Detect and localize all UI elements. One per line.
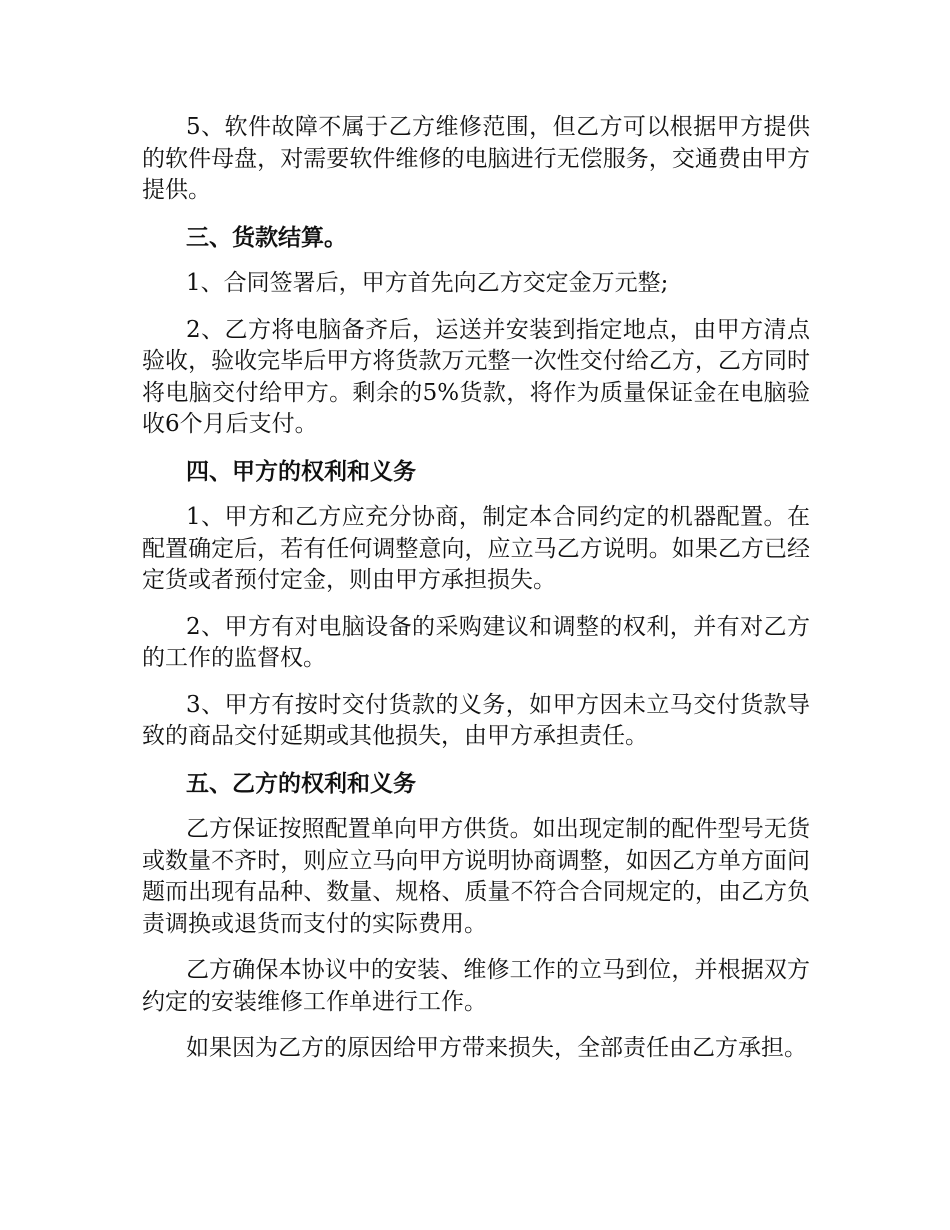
paragraph-supply-guarantee: 乙方保证按照配置单向甲方供货。如出现定制的配件型号无货或数量不齐时，则应立马向甲方说明协商调整，如因乙方单方面问题而出现有品种、数量、规格、质量不符合合同规定的，由乙方负责调换或退货而支付的实际费用。	[142, 816, 810, 937]
section-heading-party-a-rights: 四、甲方的权利和义务	[186, 457, 416, 485]
paragraph-delivery-acceptance: 2、乙方将电脑备齐后，运送并安装到指定地点，由甲方清点验收，验收完毕后甲方将货款万元整一次性交付给乙方，乙方同时将电脑交付给甲方。剩余的5%货款，将作为质量保证金在电脑验收6个月后支付。	[142, 316, 810, 437]
paragraph-installation: 乙方确保本协议中的安装、维修工作的立马到位，并根据双方约定的安装维修工作单进行工作。	[142, 957, 810, 1015]
section-heading-party-b-rights: 五、乙方的权利和义务	[186, 769, 416, 797]
paragraph-payment-obligation: 3、甲方有按时交付货款的义务，如甲方因未立马交付货款导致的商品交付延期或其他损失，由甲方承担责任。	[142, 691, 810, 749]
paragraph-supervision: 2、甲方有对电脑设备的采购建议和调整的权利，并有对乙方的工作的监督权。	[142, 613, 810, 671]
document-body	[142, 112, 810, 1080]
paragraph-configuration: 1、甲方和乙方应充分协商，制定本合同约定的机器配置。在配置确定后，若有任何调整意向，应立马乙方说明。如果乙方已经定货或者预付定金，则由甲方承担损失。	[142, 504, 810, 593]
paragraph-deposit: 1、合同签署后，甲方首先向乙方交定金万元整;	[186, 270, 669, 296]
section-heading-payment: 三、货款结算。	[186, 223, 347, 251]
paragraph-software-fault: 5、软件故障不属于乙方维修范围，但乙方可以根据甲方提供的软件母盘，对需要软件维修的电脑进行无偿服务，交通费由甲方提供。	[142, 114, 810, 203]
paragraph-liability: 如果因为乙方的原因给甲方带来损失，全部责任由乙方承担。	[186, 1035, 807, 1061]
